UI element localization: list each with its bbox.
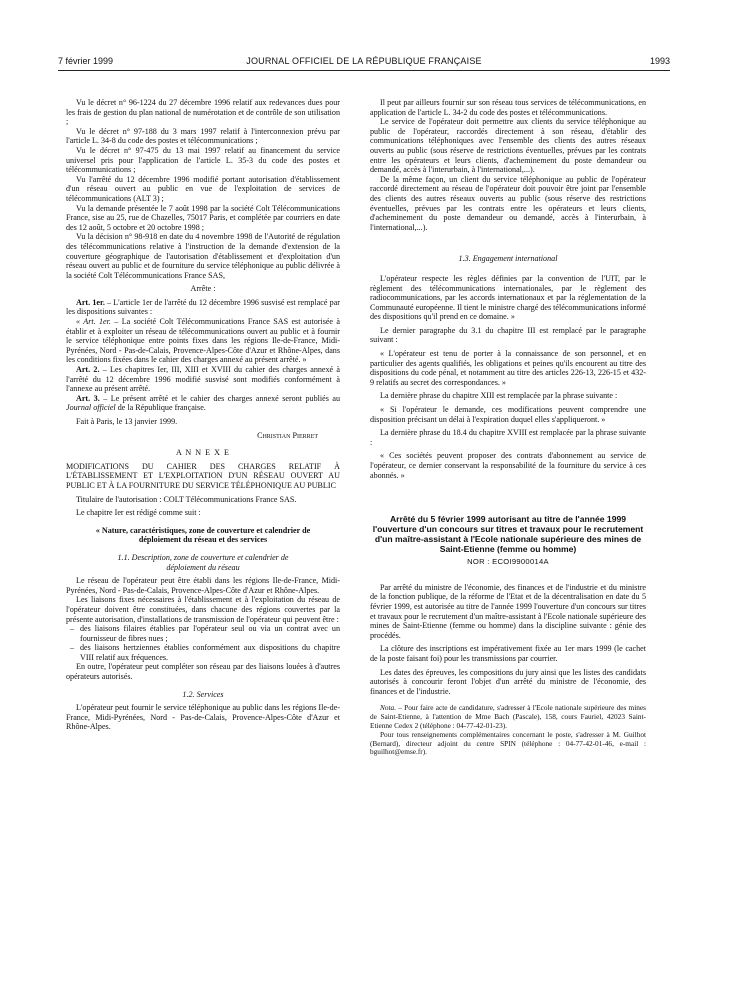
visa-paragraph: Vu le décret n° 97-188 du 3 mars 1997 relatif à l'interconnexion prévu par l'article L. 34-8 du code des postes et télécommunications ;	[66, 126, 340, 146]
visa-paragraph: Vu le décret n° 97-475 du 13 mai 1997 relatif au financement du service universel pris pour l'application de l'article L. 35-3 du code des postes et télécommunications ;	[66, 145, 340, 175]
paragraph: Il peut par ailleurs fournir sur son réseau tous services de télécommunications, en application de l'article L. 34-2 du code des postes et télécommunications.	[370, 98, 646, 117]
chapitre-1-intro: Le chapitre Ier est rédigé comme suit :	[76, 508, 201, 518]
section-1-1-paragraph: En outre, l'opérateur peut compléter son réseau par des liaisons louées à d'autres opérateurs autorisés.	[66, 662, 340, 682]
decree-title: Arrêté du 5 février 1999 autorisant au titre de l'année 1999 l'ouverture d'un concours sur titres et travaux pour le recrutement d'un maître-assistant à l'Ecole nationale supérieure des mines de Saint-Etienne (femme ou homme)	[372, 514, 644, 555]
paragraph: « Ces sociétés peuvent proposer des contrats d'abonnement au service de l'opérateur, ce dernier conservant la responsabilité de la fourniture du service à ces abonnés. »	[370, 451, 646, 480]
nota-text: – Pour faire acte de candidature, s'adresser à l'Ecole nationale supérieure des mines de Saint-Etienne, à l'attention de Mme Bach (Pascale), 158, cours Fauriel, 42023 Saint-Etienne Cedex 2 (téléphone : 04-77-42-01-23).	[370, 703, 646, 730]
chapitre-1-title: « Nature, caractéristiques, zone de couverture et calendrier de déploiement du réseau et des services	[95, 525, 311, 545]
fait-a-paris: Fait à Paris, le 13 janvier 1999.	[76, 417, 178, 426]
article-1-text: – L'article 1er de l'arrêté du 12 décembre 1996 susvisé est remplacé par les dispositions suivantes :	[66, 297, 340, 317]
article-1-quote	[66, 317, 340, 365]
header-date: 7 février 1999	[58, 56, 114, 66]
section-1-1-paragraph: Les liaisons fixes nécessaires à l'établissement et à l'exploitation du réseau de l'opérateur doivent être constituées, dans chacune des régions couvertes par la présente autorisation, d'installations de transmission de l'opérateur qui peuvent être :	[66, 595, 340, 624]
paragraph: De la même façon, un client du service téléphonique au public de l'opérateur raccordé directement au réseau de l'opérateur doit pouvoir être joint par l'ensemble des clients des autres réseaux ouverts au public (sous réserve des restrictions éventuelles, prévues par les contrats entre les opérateurs et leurs clients, d'acheminement du poste demandeur ou demandé, accès à l'interurbain, à l'international,...).	[370, 174, 646, 232]
paragraph: L'opérateur respecte les règles définies par la convention de l'UIT, par le règlement des télécommunications internationales, par le règlement des radiocommunications, par les accords internationaux et par la réglementation de la Communauté européenne. Il tient le ministre chargé des télécommunications informé des dispositions qu'il prend en ce domaine. »	[370, 273, 646, 322]
paragraph: « Si l'opérateur le demande, ces modifications peuvent comprendre une disposition précisant un délai à l'expiration duquel elles s'appliqueront. »	[370, 405, 646, 424]
article-2	[66, 365, 340, 394]
annexe-heading: A N N E X E	[176, 448, 230, 458]
paragraph: La clôture des inscriptions est impérativement fixée au 1er mars 1999 (le cachet de la poste faisant foi) pour les transmissions par courrier.	[370, 644, 646, 663]
article-2-text: – Les chapitres Ier, III, XIII et XVIII du cahier des charges annexé à l'arrêté du 12 décembre 1996 modifié susvisé sont modifiés conformément à l'annexe au présent arrêté.	[66, 365, 340, 394]
nota-paragraph-2: Pour tous renseignements complémentaires concernant le poste, s'adresser à M. Guilhot (Bernard), directeur adjoint du centre SPIN (téléphone : 04-77-42-01-46, e-mail : bguilhot@emse.fr).	[370, 729, 646, 757]
section-1-2-paragraph: L'opérateur peut fournir le service téléphonique au public dans les régions Ile-de-France, Midi-Pyrénées, Nord - Pas-de-Calais, Provence-Alpes-Côte d'Azur et Rhône-Alpes.	[66, 703, 340, 732]
right-column	[370, 98, 646, 757]
paragraph: La dernière phrase du 18.4 du chapitre XVIII est remplacée par la phrase suivante :	[370, 428, 646, 447]
visa-paragraph: Vu la décision n° 98-918 en date du 4 novembre 1998 de l'Autorité de régulation des télécommunications relative à l'instruction de la demande d'extension de la couverture géographique de l'autorisation d'établissement et d'exploitation d'un réseau ouvert au public et de fourniture du service téléphonique au public délivrée à la société Colt Télécommunications France SAS,	[66, 232, 340, 280]
paragraph: « L'opérateur est tenu de porter à la connaissance de son personnel, et en particulier des agents qualifiés, les obligations et peines qu'ils encourent au titre des dispositions du code pénal, et notamment au titre des articles 226-13, 226-15 et 432-9 relatifs au secret des correspondances. »	[370, 349, 646, 387]
paragraph: Le service de l'opérateur doit permettre aux clients du service téléphonique au public de l'opérateur, raccordés directement à son réseau, d'établir des communications téléphoniques avec l'ensemble des clients des autres réseaux ouverts au public (sous réserve de restrictions éventuelles, prévues par les contrats entre les opérateurs et leurs clients, d'acheminement du poste demandeur ou demandé, accès à l'interurbain, à l'international,...).	[370, 117, 646, 175]
article-1-quote-label: « Art. 1er.	[76, 317, 111, 327]
section-1-3-title: 1.3. Engagement international	[458, 254, 558, 264]
article-2-label: Art. 2.	[76, 365, 100, 375]
nota-label: Nota.	[380, 703, 397, 713]
paragraph: Les dates des épreuves, les compositions du jury ainsi que les listes des candidats autorisés à concourir feront l'objet d'un arrêté du ministre de l'économie, des finances et de l'industrie.	[370, 667, 646, 696]
arrete-heading: Arrête :	[190, 284, 216, 294]
annexe-title: MODIFICATIONS DU CAHIER DES CHARGES RELATIF À L'ÉTABLISSEMENT ET L'EXPLOITATION D'UN RÉSEAU OUVERT AU PUBLIC ET À LA FOURNITURE DU SERVICE TÉLÉPHONIQUE AU PUBLIC	[66, 461, 340, 490]
page-header	[58, 56, 670, 70]
titulaire: Titulaire de l'autorisation : COLT Télécommunications France SAS.	[76, 494, 297, 504]
article-3-journal: Journal officiel	[66, 403, 116, 413]
article-3-text: – Le présent arrêté et le cahier des charges annexé seront publiés au	[99, 393, 341, 403]
section-1-1-title: 1.1. Description, zone de couverture et calendrier de déploiement du réseau	[117, 552, 289, 572]
header-rule	[58, 70, 670, 71]
article-3-label: Art. 3.	[76, 393, 100, 403]
visa-paragraph: Vu la demande présentée le 7 août 1998 par la société Colt Télécommunications France, sise au 25, rue de Chazelles, 75017 Paris, et complétée par courriers en date des 12 août, 5 octobre et 20 octobre 1998 ;	[66, 203, 340, 232]
section-1-2-title: 1.2. Services	[182, 689, 224, 699]
header-page-number: 1993	[649, 56, 670, 66]
left-column	[66, 98, 340, 732]
article-1-label: Art. 1er.	[76, 297, 105, 307]
article-1-quote-text: – La société Colt Télécommunications France SAS est autorisée à établir et à exploiter un réseau de télécommunications ouvert au public et à fournir le service téléphonique entre points fixes dans les régions Ile-de-France, Midi-Pyrénées, Nord - Pas-de-Calais, Provence-Alpes-Côte d'Azur et Rhône-Alpes, dans les conditions fixées dans le cahier des charges annexé au présent arrêté. »	[66, 317, 340, 365]
signature: Christian Pierret	[257, 430, 318, 440]
visa-paragraph: Vu l'arrêté du 12 décembre 1996 modifié portant autorisation d'établissement d'un réseau ouvert au public en vue de l'exploitation de services de télécommunications (ALT 3) ;	[66, 174, 340, 203]
paragraph: Le dernier paragraphe du 3.1 du chapitre III est remplacé par le paragraphe suivant :	[370, 325, 646, 345]
article-3	[66, 394, 340, 413]
visa-paragraph: Vu le décret n° 96-1224 du 27 décembre 1996 relatif aux redevances dues pour les frais de gestion du plan national de numérotation et de contrôle de son utilisation ;	[66, 98, 340, 127]
paragraph: La dernière phrase du chapitre XIII est remplacée par la phrase suivante :	[380, 391, 618, 401]
paragraph: Par arrêté du ministre de l'économie, des finances et de l'industrie et du ministre de la fonction publique, de la réforme de l'Etat et de la décentralisation en date du 5 février 1999, est autorisée au titre de l'année 1999 l'ouverture d'un concours sur titres et travaux pour le recrutement d'un maître-assistant à l'Ecole nationale supérieure des mines de Saint-Etienne (femme ou homme) dans la discipline suivante : génie des procédés.	[370, 582, 646, 640]
nota-paragraph	[370, 704, 646, 730]
list-item: – des liaisons filaires établies par l'opérateur seul ou via un contrat avec un fournisseur de fibres nues ;	[66, 624, 340, 643]
header-journal-title: JOURNAL OFFICIEL DE LA RÉPUBLIQUE FRANÇAISE	[246, 56, 482, 66]
list-item: – des liaisons hertziennes établies conformément aux dispositions du chapitre VIII relatif aux fréquences.	[66, 643, 340, 662]
article-1	[66, 298, 340, 317]
nor-reference: NOR : ECOI9900014A	[467, 557, 549, 567]
section-1-1-paragraph: Le réseau de l'opérateur peut être établi dans les régions Ile-de-France, Midi-Pyrénées, Nord - Pas-de-Calais, Provence-Alpes-Côte d'Azur et Rhône-Alpes.	[66, 576, 340, 595]
article-3-end: de la République française.	[115, 403, 206, 413]
